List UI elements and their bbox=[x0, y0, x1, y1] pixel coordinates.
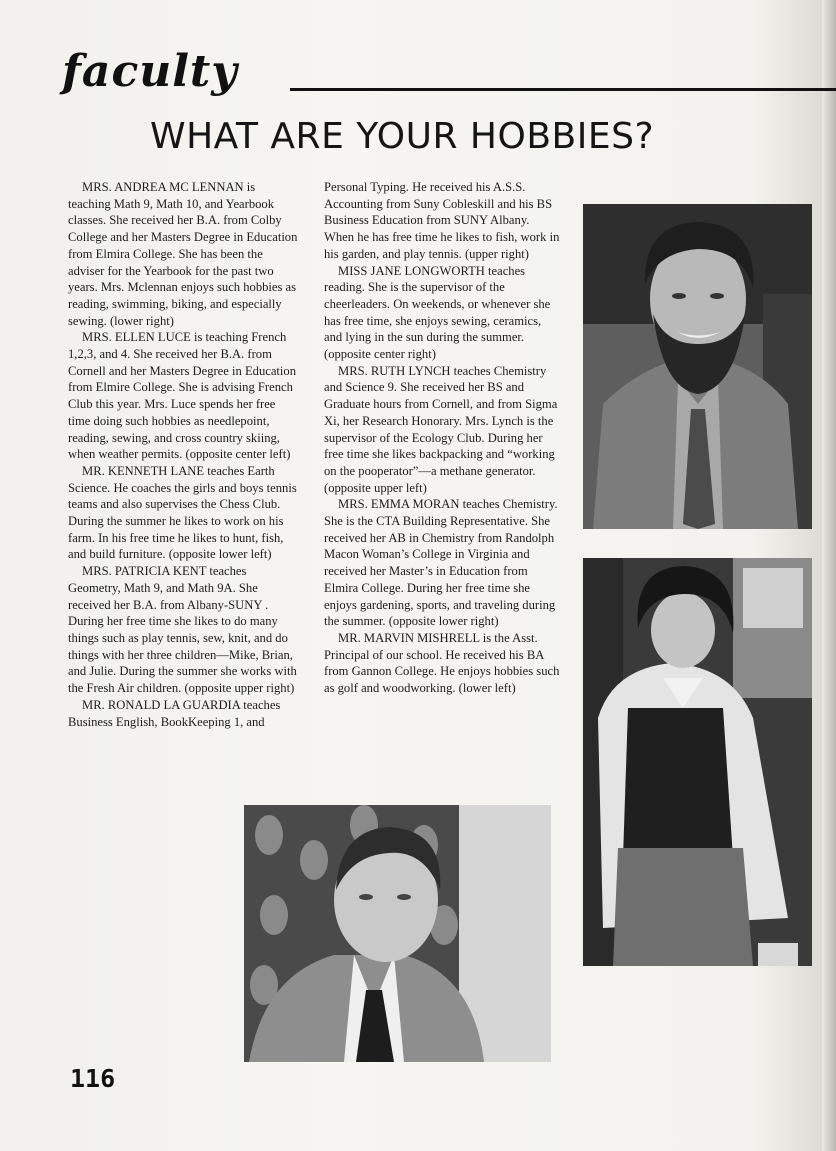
page-number: 116 bbox=[70, 1064, 116, 1093]
bio-paragraph: MRS. ANDREA MC LENNAN is teaching Math 9, Math 10, and Yearbook classes. She received her B.A. from Colby College and her Masters Degree in Education from Elmira College. She has been the adviser for the Yearbook for the past two years. Mrs. Mclennan enjoys such hobbies as reading, swimming, biking, and especially sewing. (lower right) bbox=[68, 180, 298, 328]
faculty-photo-upper-right bbox=[583, 204, 812, 529]
page-spine-shadow bbox=[822, 0, 836, 1151]
faculty-photo-lower-right bbox=[583, 558, 812, 966]
bio-paragraph: MRS. EMMA MORAN teaches Chemistry. She is the CTA Building Representative. She received her AB in Chemistry from Randolph Macon Woman’s College in Virginia and received her Master’s in Education from Elmira College. During her free time she enjoys gardening, sports, and traveling during the summer. (opposite lower right) bbox=[324, 497, 558, 629]
bio-paragraph: MR. KENNETH LANE teaches Earth Science. He coaches the girls and boys tennis teams and also supervises the Chess Club. During the summer he likes to work on his farm. In his free time he likes to hunt, fish, and build furniture. (opposite lower left) bbox=[68, 463, 297, 562]
middle-text-column bbox=[324, 179, 560, 697]
section-title: faculty bbox=[62, 46, 238, 97]
bio-paragraph: MR. MARVIN MISHRELL is the Asst. Principal of our school. He received his BA from Gannon College. He enjoys hobbies such as golf and woodworking. (lower left) bbox=[324, 630, 560, 696]
bio-paragraph: MRS. PATRICIA KENT teaches Geometry, Math 9, and Math 9A. She received her B.A. from Albany-SUNY . During her free time she likes to do many things such as play tennis, sew, knit, and do things with her three children—Mike, Brian, and Julie. During the summer she works with the Fresh Air children. (opposite upper right) bbox=[68, 564, 297, 696]
title-rule bbox=[290, 88, 836, 91]
bio-continuation: Personal Typing. He received his A.S.S. Accounting from Suny Cobleskill and his BS Business Education from SUNY Albany. When he has free time he likes to fish, work in his garden, and play tennis. (upper right) bbox=[324, 180, 560, 261]
page-headline: WHAT ARE YOUR HOBBIES? bbox=[150, 116, 655, 157]
left-text-column bbox=[68, 179, 300, 730]
faculty-photo-lower-left bbox=[244, 805, 551, 1062]
bio-paragraph: MRS. RUTH LYNCH teaches Chemistry and Science 9. She received her BS and Graduate hours from Cornell, and from Sigma Xi, her Research Honorary. Mrs. Lynch is the supervisor of the Ecology Club. During her free time she likes backpacking and “working on the pooperator”—a methane generator. (opposite upper left) bbox=[324, 363, 558, 495]
bio-paragraph: MR. RONALD LA GUARDIA teaches Business English, BookKeeping 1, and bbox=[68, 697, 281, 729]
bio-paragraph: MISS JANE LONGWORTH teaches reading. She is the supervisor of the cheerleaders. On weekends, or whenever she has free time, she enjoys sewing, ceramics, and lying in the sun during the summer. (opposite center right) bbox=[324, 263, 551, 362]
bio-paragraph: MRS. ELLEN LUCE is teaching French 1,2,3, and 4. She received her B.A. from Cornell and her Masters Degree in Education from Elmire College. She is advising French Club this year. Mrs. Luce spends her free time doing such hobbies as needlepoint, reading, sewing, and cross country skiing, when weather permits. (opposite center left) bbox=[68, 330, 297, 462]
